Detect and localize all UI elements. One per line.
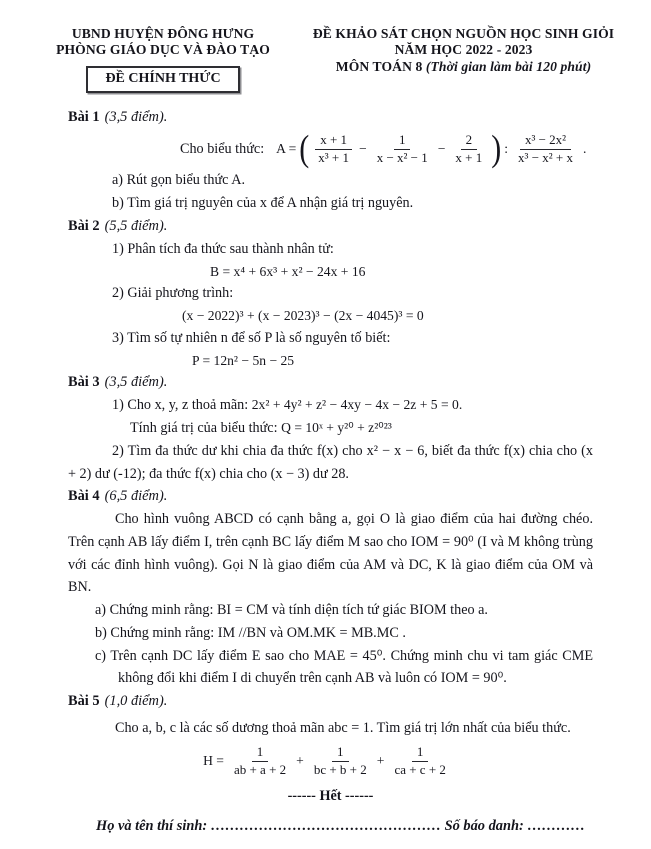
problem2-title: Bài 2 — [68, 217, 100, 234]
problem4-item-b: b) Chứng minh rằng: IM //BN và OM.MK = MB.MC . — [95, 624, 406, 641]
division-colon: : — [504, 141, 509, 157]
fraction-denominator: x³ − x² + x — [518, 149, 574, 165]
exam-title-line2: NĂM HỌC 2022 - 2023 — [394, 42, 533, 58]
problem1-heading — [68, 106, 593, 129]
exam-duration: (Thời gian làm bài 120 phút) — [425, 58, 592, 74]
problem1-title: Bài 1 — [68, 108, 100, 125]
fraction — [309, 744, 372, 779]
fraction — [450, 132, 487, 167]
problem4-item-c: c) Trên cạnh DC lấy điểm E sao cho MAE = 45⁰. Chứng minh chu vi tam giác CME không đổi khi điểm I di chuyển trên cạnh AB và luôn có IOM = 90⁰. — [95, 647, 593, 687]
fraction-denominator: ab + a + 2 — [233, 761, 287, 777]
end-period: . — [583, 141, 587, 157]
problem3-item1-equation: 2x² + 4y² + z² − 4xy − 4x − 2z + 5 = 0. — [251, 397, 463, 413]
problem4-title: Bài 4 — [68, 488, 100, 505]
exam-subject: MÔN TOÁN 8 — [335, 58, 423, 74]
authority-line2: PHÒNG GIÁO DỤC VÀ ĐÀO TẠO — [56, 42, 270, 58]
close-paren: ) — [491, 127, 502, 170]
fraction-denominator: x³ + 1 — [318, 149, 350, 165]
authority-line1: UBND HUYỆN ĐÔNG HƯNG — [71, 26, 255, 41]
problem2-points: (5,5 điểm). — [104, 217, 168, 234]
problem5-heading — [68, 690, 593, 713]
exam-body — [0, 93, 651, 839]
exam-title-line3 — [292, 59, 635, 75]
fraction-denominator: ca + c + 2 — [394, 761, 446, 777]
fraction-denominator: x − x² − 1 — [376, 149, 428, 165]
fraction-numerator: x³ − 2x² — [520, 132, 571, 150]
problem2-item2: 2) Giải phương trình: — [112, 285, 234, 302]
problem2-equation2: (x − 2022)³ + (x − 2023)³ − (2x − 4045)³ = 0 — [182, 308, 424, 324]
problem1-item-a: a) Rút gọn biểu thức A. — [112, 172, 245, 189]
fraction — [372, 132, 433, 167]
plus-operator: + — [296, 753, 304, 769]
problem5-expression — [62, 744, 593, 779]
problem4-item-a: a) Chứng minh rằng: BI = CM và tính diện tích tứ giác BIOM theo a. — [95, 602, 488, 619]
open-paren: ( — [299, 127, 310, 170]
candidate-name-blank: ………………………………………… — [210, 818, 442, 835]
fraction — [389, 744, 450, 779]
problem4-statement: Cho hình vuông ABCD có cạnh bằng a, gọi O là giao điểm của hai đường chéo. Trên cạnh AB lấy điểm I, trên cạnh BC lấy điểm M sao cho IOM = 90⁰ (I và M không trùng với các đỉnh hình vuông). Gọi N là giao điểm của AM và DC, K là giao điểm của OM và BN. — [68, 511, 593, 596]
fraction — [513, 132, 578, 167]
problem5-statement: Cho a, b, c là các số dương thoả mãn abc = 1. Tìm giá trị lớn nhất của biểu thức. — [115, 720, 571, 737]
problem1-item-b: b) Tìm giá trị nguyên của x để A nhận giá trị nguyên. — [112, 195, 414, 212]
expression-lhs: A = — [276, 141, 297, 157]
fraction-numerator: 1 — [252, 744, 269, 762]
problem3-item1b — [130, 417, 593, 440]
candidate-name-label: Họ và tên thí sinh: — [96, 818, 208, 835]
problem3-item1b-equation: Q = 10ˣ + y²⁰ + z²⁰²³ — [281, 420, 392, 436]
problem3-item2: 2) Tìm đa thức dư khi chia đa thức f(x) cho x² − x − 6, biết đa thức f(x) chia cho (x + 2) dư (-12); đa thức f(x) chia cho (x − 3) dư 28. — [68, 442, 593, 482]
problem1-expression — [180, 127, 593, 170]
issuing-authority-block — [38, 26, 288, 93]
plus-operator: + — [376, 753, 385, 769]
official-exam-stamp-label: ĐỀ CHÍNH THỨC — [105, 70, 221, 86]
document-header — [0, 0, 651, 93]
problem5-points: (1,0 điểm). — [104, 693, 168, 710]
problem3-heading — [68, 371, 593, 394]
fraction — [313, 132, 354, 167]
problem2-equation1: B = x⁴ + 6x³ + x² − 24x + 16 — [210, 263, 366, 279]
problem3-points: (3,5 điểm). — [104, 374, 168, 391]
problem1-points: (3,5 điểm). — [104, 108, 168, 125]
problem2-item3: 3) Tìm số tự nhiên n để số P là số nguyên tố biết: — [112, 329, 391, 346]
expression-lhs: H = — [203, 753, 224, 769]
fraction — [229, 744, 291, 779]
problem5-title: Bài 5 — [68, 693, 100, 710]
fraction-numerator: 1 — [394, 132, 411, 150]
problem2-item1: 1) Phân tích đa thức sau thành nhân tử: — [112, 240, 334, 257]
fraction-denominator: x + 1 — [455, 149, 483, 165]
registration-number-blank: ………… — [527, 818, 585, 835]
problem3-title: Bài 3 — [68, 374, 100, 391]
problem2-heading — [68, 215, 593, 238]
exam-title-line1: ĐỀ KHẢO SÁT CHỌN NGUỒN HỌC SINH GIỎI — [312, 26, 615, 41]
problem3-item1-label: 1) Cho x, y, z thoả mãn: — [112, 397, 249, 414]
problem1-intro: Cho biểu thức: — [180, 140, 265, 157]
exam-title-block — [288, 26, 635, 75]
problem4-points: (6,5 điểm). — [104, 488, 168, 505]
official-exam-stamp — [86, 66, 239, 93]
minus-operator: − — [437, 141, 446, 157]
minus-operator: − — [359, 141, 367, 157]
end-marker: ------ Hết ------ — [287, 787, 374, 804]
fraction-numerator: x + 1 — [315, 132, 352, 150]
fraction-numerator: 2 — [461, 132, 478, 150]
problem4-heading — [68, 485, 593, 508]
fraction-denominator: bc + b + 2 — [313, 761, 367, 777]
fraction-numerator: 1 — [332, 744, 349, 762]
problem3-item1 — [112, 394, 593, 417]
candidate-info-line — [96, 815, 593, 838]
fraction-numerator: 1 — [412, 744, 429, 762]
registration-number-label: Số báo danh: — [444, 818, 524, 835]
problem3-item1b-label: Tính giá trị của biểu thức: — [130, 420, 278, 437]
problem2-equation3: P = 12n² − 5n − 25 — [192, 352, 295, 368]
